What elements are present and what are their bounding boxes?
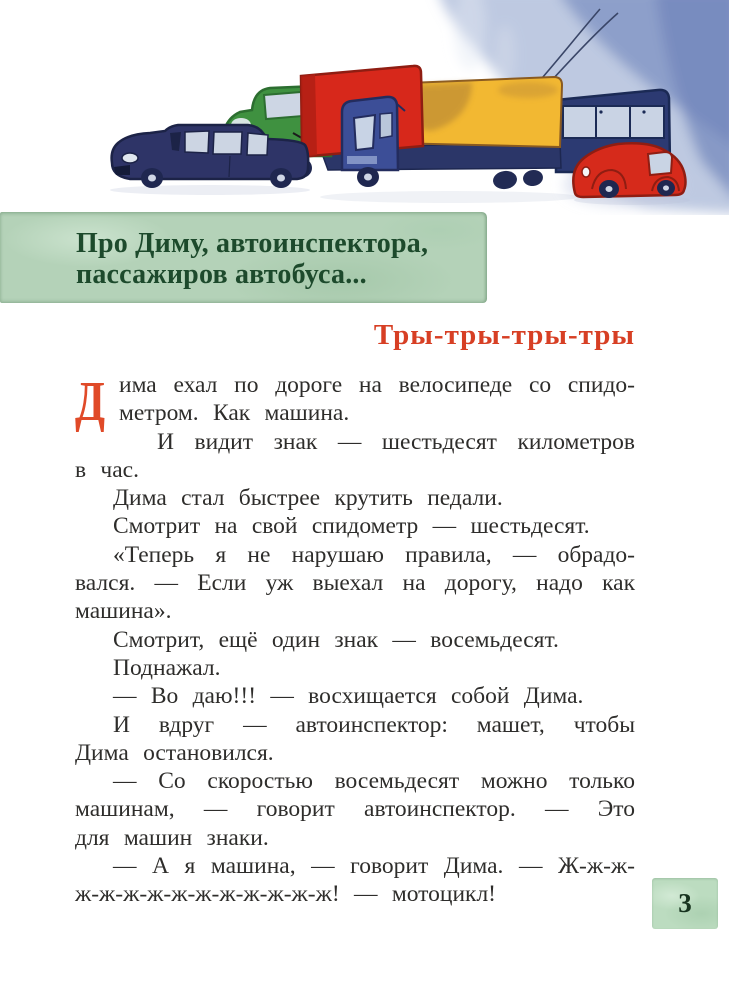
- story-line: вался. — Если уж выехал на дорогу, надо как: [75, 570, 635, 597]
- traffic-illustration: [0, 0, 729, 215]
- story-line: для машин знаки.: [75, 824, 269, 851]
- story-line: — Во даю!!! — восхищается собой Дима.: [113, 683, 584, 710]
- story-line: метром. Как машина.: [119, 400, 350, 427]
- chapter-title-line1: Про Диму, автоинспектора,: [76, 228, 429, 259]
- page-number-box: [652, 878, 718, 929]
- story-line: в час.: [75, 456, 139, 483]
- chapter-title-line2: пассажиров автобуса...: [76, 259, 367, 290]
- story-line: — А я машина, — говорит Дима. — Ж-ж-ж-: [113, 853, 635, 880]
- story-line: Смотрит, ещё один знак — восемьдесят.: [113, 626, 559, 653]
- story-line: Дима остановился.: [75, 739, 274, 766]
- story-line: «Теперь я не нарушаю правила, — обрадо-: [113, 541, 635, 568]
- drop-cap-letter: Д: [75, 371, 106, 433]
- blue-truck-cab: [342, 97, 405, 187]
- story-line: И видит знак — шестьдесят километров: [157, 428, 635, 455]
- story-line: ж-ж-ж-ж-ж-ж-ж-ж-ж-ж-ж! — мотоцикл!: [75, 881, 496, 908]
- story-line: машина».: [75, 598, 172, 625]
- story-line: машинам, — говорит автоинспектор. — Это: [75, 796, 635, 823]
- story-line: И вдруг — автоинспектор: машет, чтобы: [113, 711, 635, 738]
- story-line: — Со скоростью восемьдесят можно только: [113, 768, 635, 795]
- story-line: има ехал по дороге на велосипеде со спидо-: [119, 372, 635, 398]
- story-text: [75, 371, 635, 909]
- chapter-title-banner: [0, 212, 487, 303]
- page-number: 3: [678, 888, 692, 918]
- story-line: Дима стал быстрее крутить педали.: [113, 485, 503, 512]
- story-line: Смотрит на свой спидометр — шестьдесят.: [113, 513, 590, 540]
- story-subtitle: Тры-тры-тры-тры: [373, 319, 635, 351]
- story-line: Поднажал.: [113, 654, 221, 681]
